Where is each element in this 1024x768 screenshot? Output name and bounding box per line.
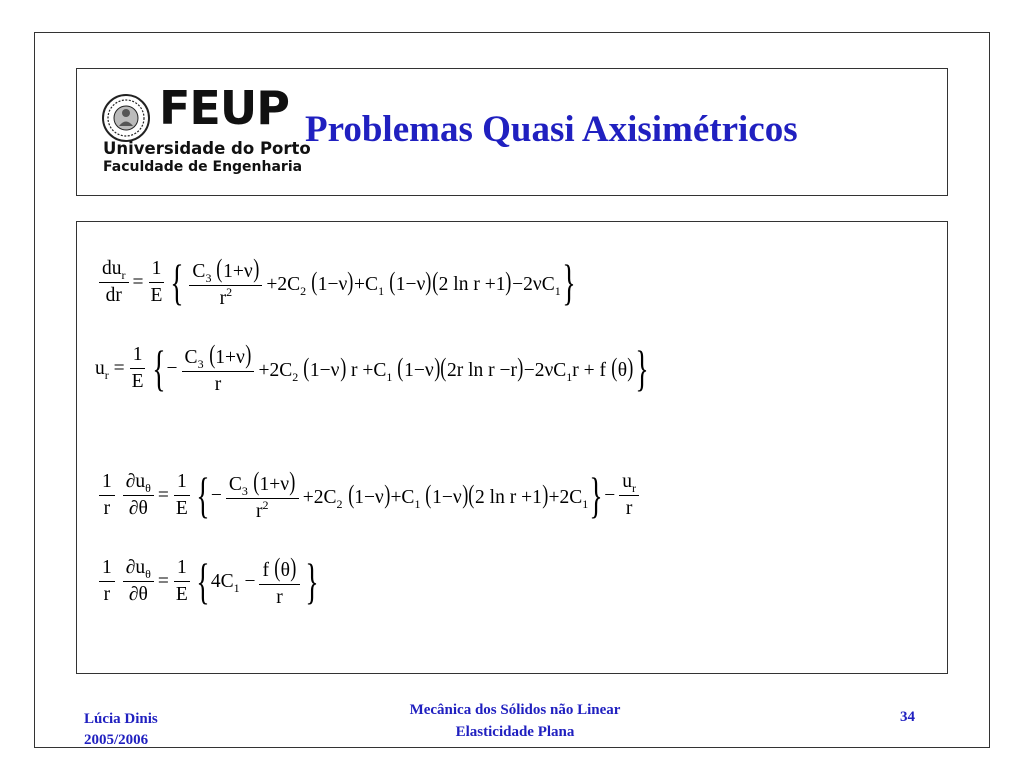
equation-3: $\frac{1}{r}$ $\frac{\partial u_\theta}{\partial\theta}$ = $\frac{1}{E}$ { − $\frac{C_3 (1+\nu)}{r^2}$ $+2C_2$ $(1-\nu)+C_1$ (1−ν)(2 $\ln r +1)+2C_1$ } − $\frac{u_r}{r}$ <box>95 469 643 522</box>
course-topic: Elasticidade Plana <box>455 724 575 740</box>
equation-1: $\frac{du_r}{dr}$ = $\frac{1}{E}$ { $\frac{C_3 (1+\nu)}{r^2}$ $+2C_2$ $(1-\nu)+C_1$ (1−ν)(2 $\ln r +1)-2\nu C_1$ } <box>95 256 577 309</box>
logo-faculty-name: Faculdade de Engenharia <box>103 159 303 175</box>
course-name: Mecânica dos Sólidos não Linear <box>409 702 621 718</box>
equation-2: $u_r$ = $\frac{1}{E}$ { − $\frac{C_3 (1+\nu)}{r}$ $+2C_2$ (1−ν) $r +C_1$ (1−ν)(2r $\ln r -r)-2\nu C_1r + f$ (θ) } <box>95 340 649 397</box>
equations-box <box>76 221 948 674</box>
footer-author <box>84 709 158 751</box>
logo-wordmark: FEUP <box>159 81 289 135</box>
author-name: Lúcia Dinis <box>84 711 158 727</box>
academic-year: 2005/2006 <box>84 732 149 748</box>
logo-university-name: Universidade do Porto <box>103 139 311 158</box>
slide-title: Problemas Quasi Axisimétricos <box>305 109 798 150</box>
feup-logo <box>101 81 311 179</box>
equation-4: $\frac{1}{r}$ $\frac{\partial u_\theta}{\partial\theta}$ = $\frac{1}{E}$ { $4C_1$ − $\frac{f (\theta)}{r}$ } <box>95 555 320 608</box>
page-number: 34 <box>900 709 915 725</box>
university-seal-icon <box>101 93 151 143</box>
header-box <box>76 68 948 196</box>
footer-course <box>334 699 696 743</box>
